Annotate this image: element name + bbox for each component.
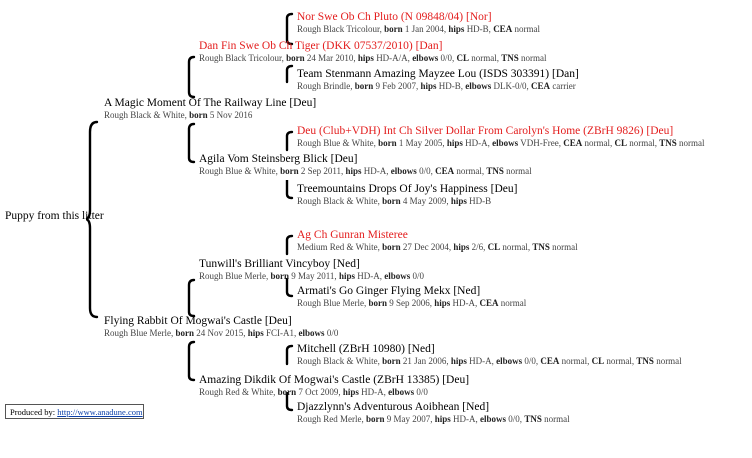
dog-entry-dam-dam[interactable] — [199, 374, 469, 398]
dog-info: Medium Red & White, born 27 Dec 2004, hips 2/6, CL normal, TNS normal — [297, 242, 578, 252]
dog-entry-dam[interactable] — [104, 315, 338, 339]
pedigree-brace-sd-dam — [283, 180, 295, 202]
dog-info: Rough Blue Merle, born 9 May 2011, hips HD-A, elbows 0/0 — [199, 271, 424, 281]
pedigree-brace-sire — [184, 55, 198, 99]
dog-info: Rough Red Merle, born 9 May 2007, hips HD-A, elbows 0/0, TNS normal — [297, 414, 570, 424]
dog-name: Armati's Go Ginger Flying Mekx [Ned] — [297, 285, 481, 297]
dog-name: Djazzlynn's Adventurous Aoibhean [Ned] — [297, 401, 490, 413]
producer-label: Produced by: — [10, 407, 56, 417]
dog-name: A Magic Moment Of The Railway Line [Deu] — [104, 97, 317, 109]
dog-name: Dan Fin Swe Ob Ch Tiger (DKK 07537/2010) [Dan] — [199, 40, 443, 52]
dog-info: Rough Black & White, born 4 May 2009, hips HD-B — [297, 196, 492, 206]
dog-info: Rough Black & White, born 5 Nov 2016 — [104, 110, 253, 120]
dog-name: Agila Vom Steinsberg Blick [Deu] — [199, 153, 358, 165]
pedigree-brace-sd — [184, 122, 198, 164]
dog-entry-sire-sire[interactable] — [199, 40, 547, 64]
dog-name: Nor Swe Ob Ch Pluto (N 09848/04) [Nor] — [297, 11, 492, 23]
dog-entry-sdd[interactable] — [297, 183, 517, 207]
dog-name: Tunwill's Brilliant Vincyboy [Ned] — [199, 258, 360, 270]
pedigree-brace-dd — [184, 340, 198, 382]
dog-name: Deu (Club+VDH) Int Ch Silver Dollar From Carolyn's Home (ZBrH 9826) [Deu] — [297, 125, 674, 137]
producer-credit — [5, 404, 144, 419]
dog-name: Team Stenmann Amazing Mayzee Lou (ISDS 303391) [Dan] — [297, 68, 579, 80]
dog-entry-sire-dam[interactable] — [199, 153, 532, 177]
dog-entry-dss[interactable] — [297, 229, 578, 253]
pedigree-brace-ss-dam — [283, 64, 295, 84]
dog-info: Rough Blue Merle, born 24 Nov 2015, hips FCI-A1, elbows 0/0 — [104, 328, 339, 338]
dog-info: Rough Blue & White, born 2 Sep 2011, hips HD-A, elbows 0/0, CEA normal, TNS normal — [199, 166, 532, 176]
dog-entry-ddd[interactable] — [297, 401, 570, 425]
pedigree-brace-sd-sire — [283, 130, 295, 152]
dog-entry-dam-sire[interactable] — [199, 258, 424, 282]
dog-info: Rough Brindle, born 9 Feb 2007, hips HD-B, elbows DLK-0/0, CEA carrier — [297, 81, 576, 91]
dog-entry-dsd[interactable] — [297, 285, 526, 309]
dog-info: Rough Blue Merle, born 9 Sep 2006, hips HD-A, CEA normal — [297, 298, 527, 308]
pedigree-brace-dd-sire — [283, 344, 295, 366]
dog-name: Ag Ch Gunran Misteree — [297, 229, 408, 241]
dog-entry-sds[interactable] — [297, 125, 705, 149]
dog-name: Mitchell (ZBrH 10980) [Ned] — [297, 343, 435, 355]
dog-entry-sss[interactable] — [297, 11, 540, 35]
dog-info: Rough Black Tricolour, born 1 Jan 2004, hips HD-B, CEA normal — [297, 24, 540, 34]
puppy-label: Puppy from this litter — [5, 210, 104, 222]
dog-entry-ssd[interactable] — [297, 68, 579, 92]
pedigree-brace-ds — [283, 234, 295, 256]
dog-name: Treemountains Drops Of Joy's Happiness [Deu] — [297, 183, 518, 195]
dog-name: Flying Rabbit Of Mogwai's Castle [Deu] — [104, 315, 292, 327]
producer-link[interactable]: http://www.anadune.com — [57, 407, 143, 417]
dog-info: Rough Black & White, born 21 Jan 2006, hips HD-A, elbows 0/0, CEA normal, CL normal, TNS normal — [297, 356, 682, 366]
dog-info: Rough Black Tricolour, born 24 Mar 2010, hips HD-A/A, elbows 0/0, CL normal, TNS normal — [199, 53, 547, 63]
dog-info: Rough Red & White, born 7 Oct 2009, hips HD-A, elbows 0/0 — [199, 387, 428, 397]
pedigree-brace-dam — [184, 278, 198, 318]
dog-entry-dds[interactable] — [297, 343, 682, 367]
dog-name: Amazing Dikdik Of Mogwai's Castle (ZBrH 13385) [Deu] — [199, 374, 470, 386]
dog-entry-sire[interactable] — [104, 97, 316, 121]
dog-info: Rough Blue & White, born 1 May 2005, hips HD-A, elbows VDH-Free, CEA normal, CL normal, TNS normal — [297, 138, 705, 148]
